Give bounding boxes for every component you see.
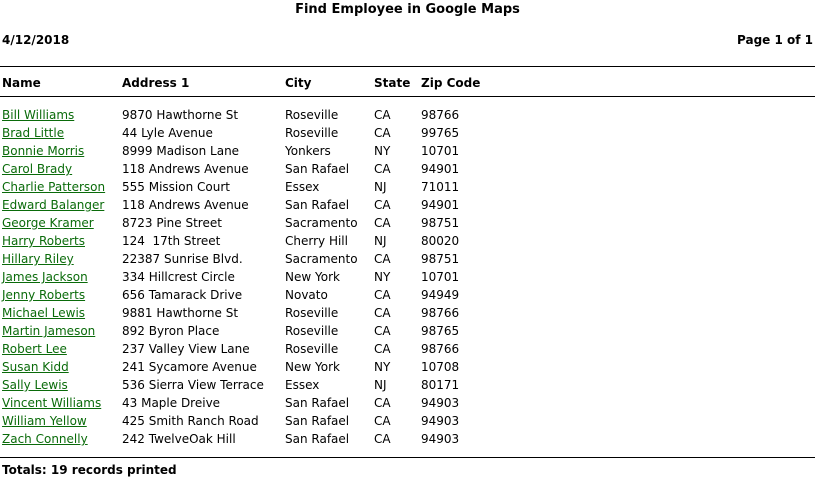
address-cell: 656 Tamarack Drive [122,288,243,302]
employee-name-link[interactable]: Vincent Williams [2,396,102,410]
state-cell: NJ [374,234,387,248]
zip-cell: 71011 [421,180,460,194]
zip-cell: 80171 [421,378,460,392]
address-cell: 536 Sierra View Terrace [122,378,264,392]
zip-cell: 98751 [421,252,460,266]
city-cell: Yonkers [285,144,331,158]
employee-name-link[interactable]: Zach Connelly [2,432,88,446]
state-cell: CA [374,342,391,356]
table-row [0,232,815,250]
address-cell: 892 Byron Place [122,324,220,338]
report-title: Find Employee in Google Maps [295,2,520,17]
zip-cell: 98766 [421,306,460,320]
totals-summary: Totals: 19 records printed [2,463,177,477]
employee-name-link[interactable]: George Kramer [2,216,94,230]
table-row [0,358,815,376]
table-row [0,286,815,304]
employee-name-link[interactable]: James Jackson [2,270,88,284]
column-header-name: Name [2,76,41,90]
state-cell: NJ [374,180,387,194]
city-cell: Sacramento [285,216,358,230]
state-cell: NJ [374,378,387,392]
state-cell: CA [374,324,391,338]
zip-cell: 98766 [421,342,460,356]
state-cell: CA [374,306,391,320]
table-row [0,196,815,214]
city-cell: Sacramento [285,252,358,266]
table-row [0,214,815,232]
zip-cell: 10701 [421,144,460,158]
table-row [0,268,815,286]
zip-cell: 94901 [421,198,460,212]
table-row [0,394,815,412]
city-cell: Roseville [285,306,339,320]
address-cell: 124 17th Street [122,234,221,248]
employee-name-link[interactable]: Brad Little [2,126,65,140]
employee-name-link[interactable]: William Yellow [2,414,87,428]
zip-cell: 94903 [421,432,460,446]
report-date: 4/12/2018 [2,33,70,47]
zip-cell: 98751 [421,216,460,230]
table-row [0,430,815,448]
zip-cell: 94903 [421,396,460,410]
table-row [0,106,815,124]
table-row [0,250,815,268]
table-row [0,124,815,142]
table-row [0,322,815,340]
table-row [0,340,815,358]
employee-name-link[interactable]: Michael Lewis [2,306,86,320]
city-cell: Roseville [285,342,339,356]
employee-name-link[interactable]: Jenny Roberts [2,288,86,302]
zip-cell: 94903 [421,414,460,428]
city-cell: San Rafael [285,432,350,446]
column-header-state: State [374,76,411,90]
city-cell: Cherry Hill [285,234,348,248]
address-cell: 118 Andrews Avenue [122,198,249,212]
address-cell: 425 Smith Ranch Road [122,414,259,428]
footer-divider [0,457,815,458]
state-cell: CA [374,252,391,266]
address-cell: 22387 Sunrise Blvd. [122,252,243,266]
table-row [0,412,815,430]
employee-name-link[interactable]: Robert Lee [2,342,67,356]
state-cell: CA [374,216,391,230]
employee-name-link[interactable]: Bill Williams [2,108,75,122]
city-cell: San Rafael [285,414,350,428]
zip-cell: 94901 [421,162,460,176]
employee-name-link[interactable]: Susan Kidd [2,360,69,374]
employee-list [0,106,815,448]
table-row [0,178,815,196]
address-cell: 334 Hillcrest Circle [122,270,235,284]
zip-cell: 99765 [421,126,460,140]
city-cell: Essex [285,180,320,194]
city-cell: San Rafael [285,198,350,212]
city-cell: San Rafael [285,162,350,176]
address-cell: 8999 Madison Lane [122,144,240,158]
address-cell: 9870 Hawthorne St [122,108,239,122]
employee-name-link[interactable]: Hillary Riley [2,252,74,266]
table-row [0,142,815,160]
table-row [0,376,815,394]
state-cell: NY [374,144,391,158]
employee-name-link[interactable]: Sally Lewis [2,378,68,392]
address-cell: 118 Andrews Avenue [122,162,249,176]
address-cell: 8723 Pine Street [122,216,222,230]
zip-cell: 10708 [421,360,460,374]
employee-name-link[interactable]: Edward Balanger [2,198,105,212]
table-row [0,304,815,322]
city-cell: Essex [285,378,320,392]
state-cell: CA [374,414,391,428]
zip-cell: 98765 [421,324,460,338]
zip-cell: 94949 [421,288,460,302]
header-top-divider [0,66,815,67]
address-cell: 9881 Hawthorne St [122,306,239,320]
city-cell: San Rafael [285,396,350,410]
city-cell: Roseville [285,324,339,338]
zip-cell: 10701 [421,270,460,284]
column-header-zip: Zip Code [421,76,481,90]
address-cell: 44 Lyle Avenue [122,126,213,140]
state-cell: CA [374,432,391,446]
employee-name-link[interactable]: Charlie Patterson [2,180,106,194]
page-indicator: Page 1 of 1 [737,33,813,47]
address-cell: 555 Mission Court [122,180,230,194]
employee-name-link[interactable]: Carol Brady [2,162,73,176]
state-cell: CA [374,198,391,212]
column-header-city: City [285,76,312,90]
state-cell: CA [374,162,391,176]
state-cell: CA [374,126,391,140]
city-cell: Novato [285,288,328,302]
state-cell: CA [374,288,391,302]
employee-name-link[interactable]: Harry Roberts [2,234,85,248]
header-bottom-divider [0,96,815,97]
address-cell: 241 Sycamore Avenue [122,360,257,374]
state-cell: CA [374,396,391,410]
address-cell: 237 Valley View Lane [122,342,250,356]
state-cell: NY [374,270,391,284]
address-cell: 43 Maple Dreive [122,396,221,410]
city-cell: Roseville [285,126,339,140]
city-cell: New York [285,360,340,374]
state-cell: CA [374,108,391,122]
zip-cell: 80020 [421,234,460,248]
zip-cell: 98766 [421,108,460,122]
address-cell: 242 TwelveOak Hill [122,432,236,446]
city-cell: New York [285,270,340,284]
employee-name-link[interactable]: Bonnie Morris [2,144,85,158]
city-cell: Roseville [285,108,339,122]
employee-name-link[interactable]: Martin Jameson [2,324,96,338]
state-cell: NY [374,360,391,374]
table-row [0,160,815,178]
column-header-address: Address 1 [122,76,190,90]
